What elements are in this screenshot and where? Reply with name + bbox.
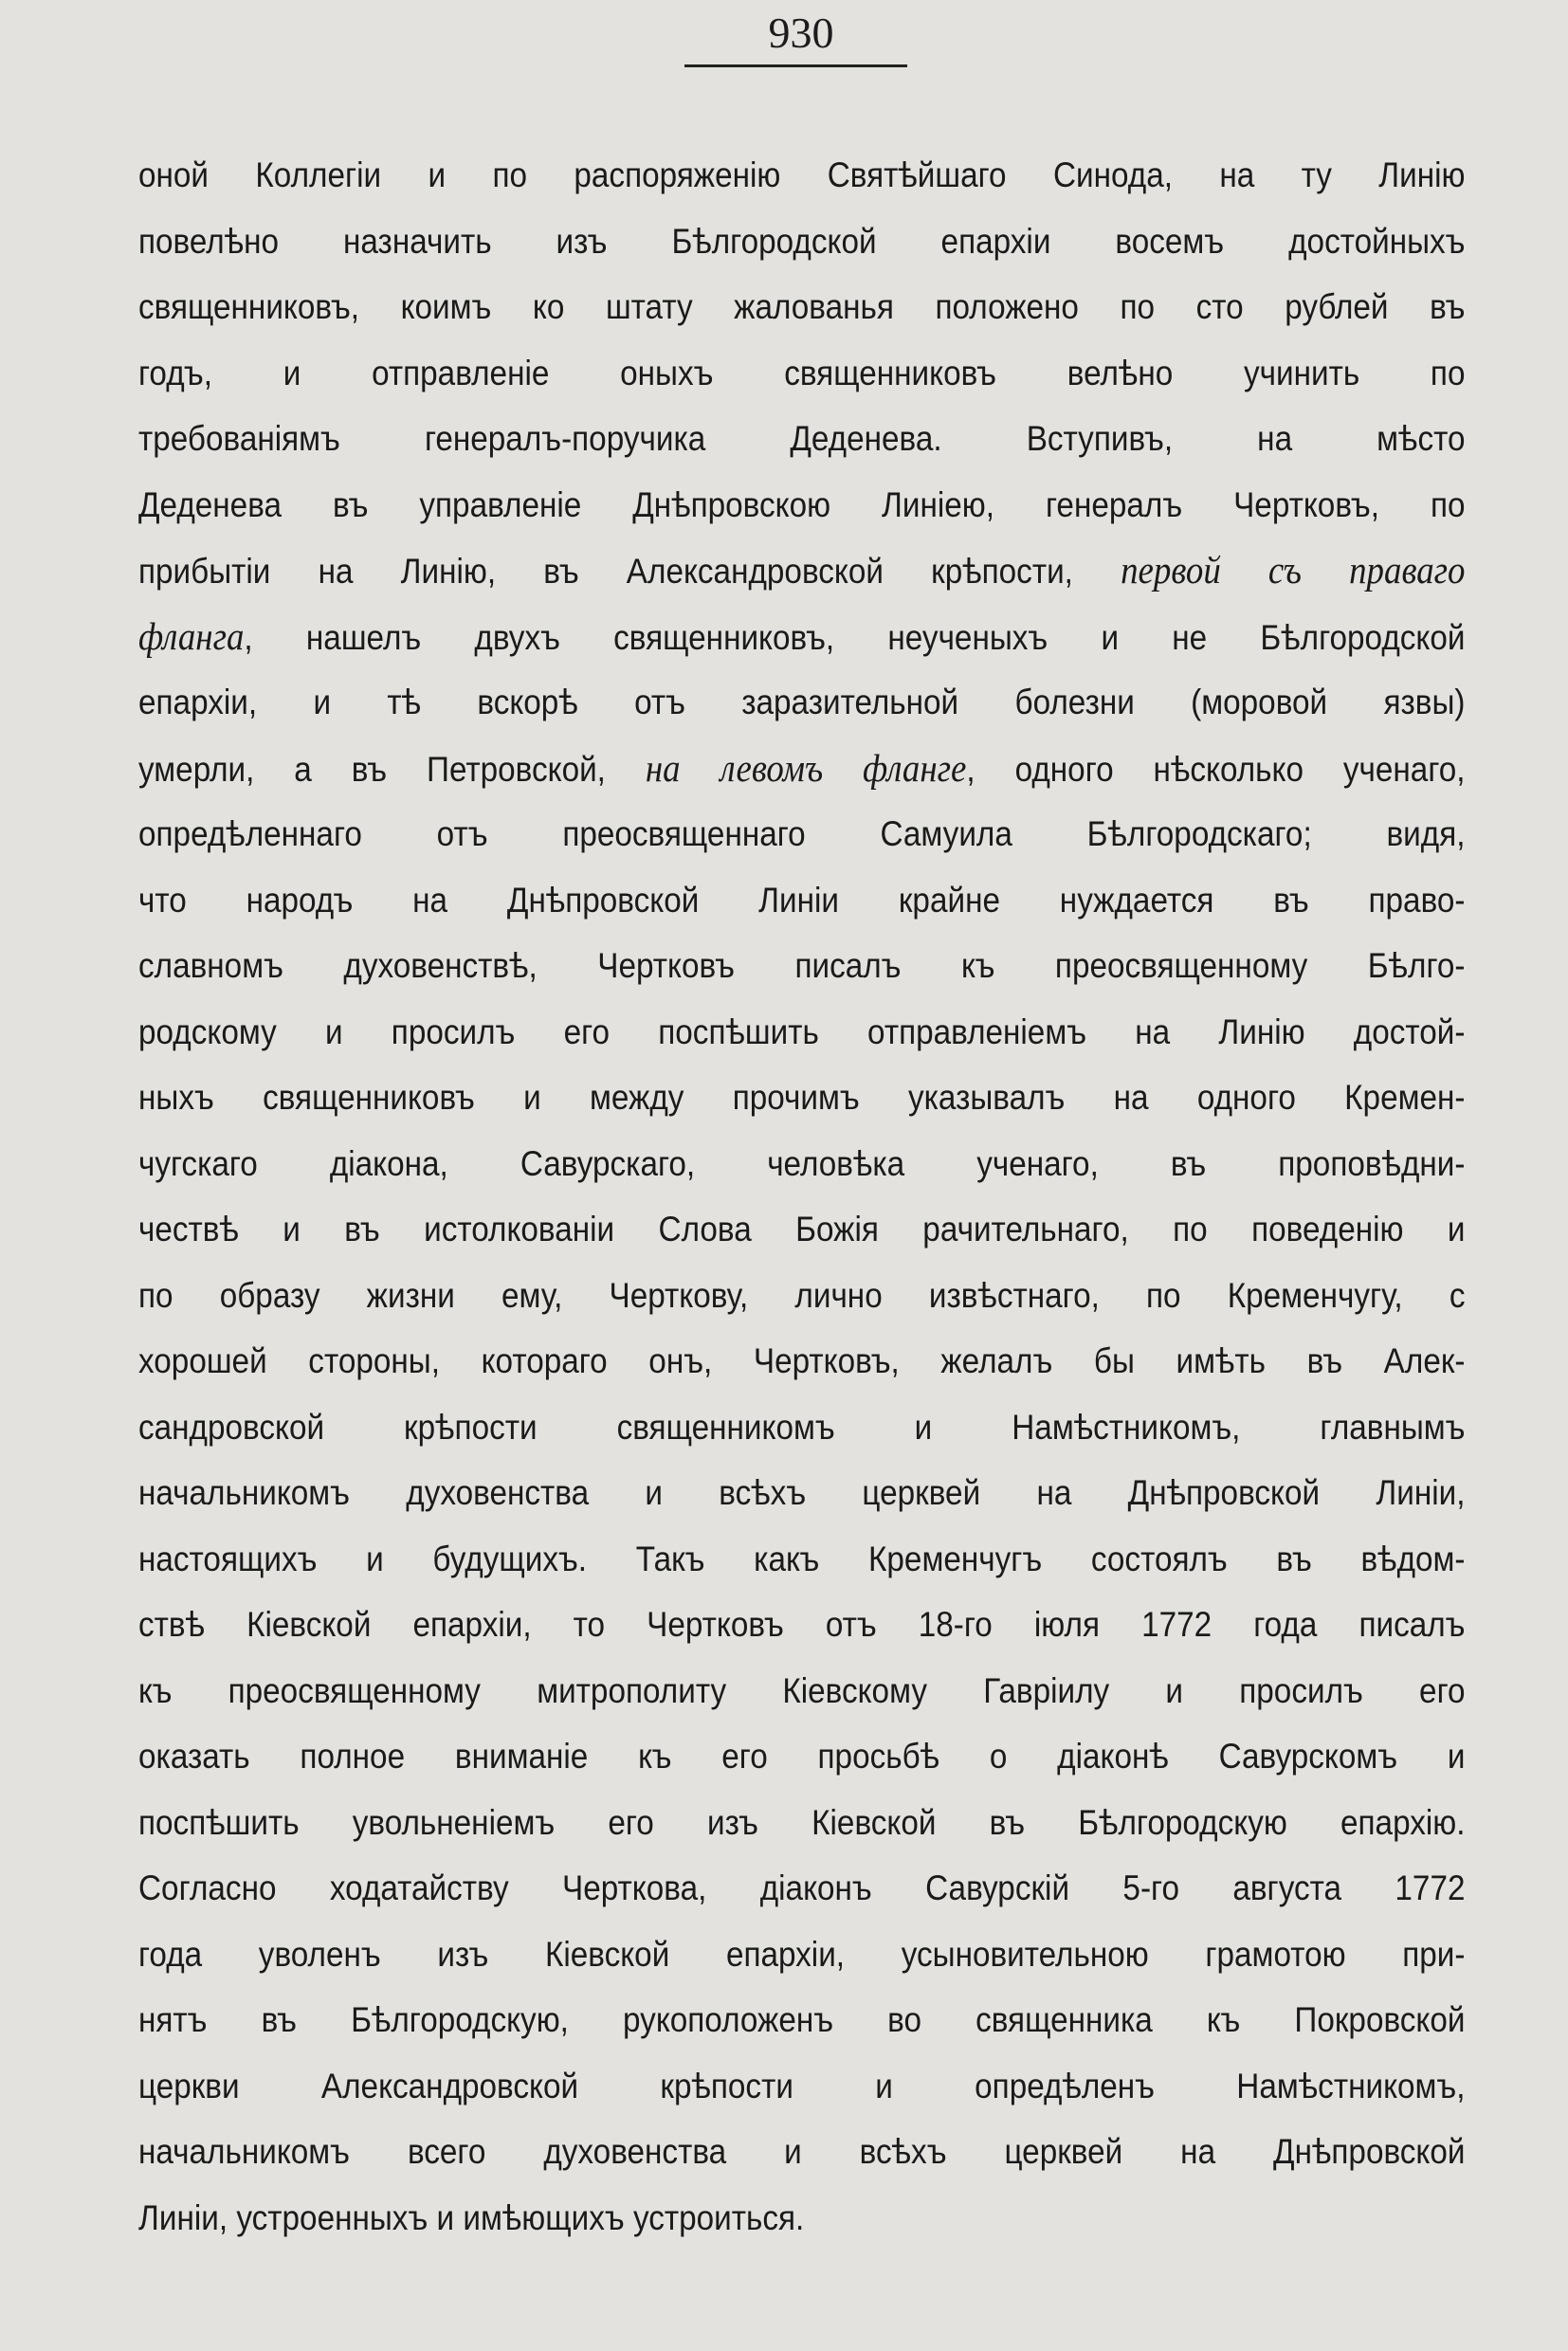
body-text [138,142,1466,2251]
text-line [138,1263,1466,1329]
text-segment: , одного нѣсколько ученаго, [966,749,1466,789]
text-line [138,1592,1466,1658]
text-line [138,1658,1466,1724]
text-segment: года уволенъ изъ Кіевской епархіи, усыновительною грамотою при- [138,1934,1466,1974]
text-segment: епархіи, и тѣ вскорѣ отъ заразительной болезни (моровой язвы) [138,683,1466,721]
text-line [138,1394,1466,1461]
text-segment: прибытіи на Линію, въ Александровской крѣпости, [138,552,1121,591]
text-line [138,406,1466,472]
text-line [138,1196,1466,1263]
text-line [138,1460,1466,1526]
text-segment: хорошей стороны, котораго онъ, Чертковъ, желалъ бы имѣть въ Алек- [138,1341,1466,1380]
text-line [138,2119,1466,2185]
text-segment: ныхъ священниковъ и между прочимъ указывалъ на одного Кремен- [138,1078,1466,1117]
text-segment: родскому и просилъ его поспѣшить отправленіемъ на Линію достой- [138,1011,1466,1051]
text-segment: опредѣленнаго отъ преосвященнаго Самуила Бѣлгородскаго; видя, [138,814,1466,853]
text-line [138,801,1466,867]
text-segment: начальникомъ всего духовенства и всѣхъ церквей на Днѣпровской [138,2132,1466,2171]
text-segment: годъ, и отправленіе оныхъ священниковъ велѣно учинить по [138,353,1466,392]
text-line [138,1855,1466,1922]
text-segment: начальникомъ духовенства и всѣхъ церквей на Днѣпровской Линіи, [138,1473,1466,1512]
text-segment: къ преосвященному митрополиту Кіевскому Гавріилу и просилъ его [138,1670,1466,1710]
page-number-rule [684,64,907,67]
text-segment: Линіи, устроенныхъ и имѣющихъ устроиться. [138,2197,805,2237]
text-line [138,1922,1466,1988]
text-line [138,1328,1466,1394]
text-segment: настоящихъ и будущихъ. Такъ какъ Кременчугъ состоялъ въ вѣдом- [138,1539,1466,1578]
text-segment: Деденева въ управленіе Днѣпровскою Линіею, генералъ Чертковъ, по [138,484,1466,524]
text-line [138,2185,1466,2251]
text-line [138,538,1466,604]
text-segment: что народъ на Днѣпровской Линіи крайне нуждается въ право- [138,880,1466,920]
text-line [138,669,1466,736]
text-segment: оказать полное вниманіе къ его просьбѣ о діаконѣ Савурскомъ и [138,1737,1466,1776]
text-line [138,736,1466,802]
text-segment: нятъ въ Бѣлгородскую, рукоположенъ во священника къ Покровской [138,2000,1466,2039]
text-segment: церкви Александровской крѣпости и опредѣленъ Намѣстникомъ, [138,2066,1466,2105]
text-line [138,274,1466,340]
text-line [138,604,1466,670]
italic-phrase: фланга [138,613,245,658]
text-line [138,472,1466,538]
text-line [138,1131,1466,1197]
page-number: 930 [768,9,834,57]
text-line [138,340,1466,407]
text-line [138,209,1466,275]
text-line [138,142,1466,209]
italic-phrase: на левомъ фланге [645,745,967,790]
text-segment: сандровской крѣпости священникомъ и Намѣстникомъ, главнымъ [138,1407,1466,1447]
text-line [138,933,1466,999]
text-segment: славномъ духовенствѣ, Чертковъ писалъ къ преосвященному Бѣлго- [138,946,1466,985]
text-line [138,1790,1466,1856]
text-line [138,1526,1466,1593]
text-segment: чествѣ и въ истолкованіи Слова Божія рачительнаго, по поведенію и [138,1210,1466,1248]
text-segment: ствѣ Кіевской епархіи, то Чертковъ отъ 18-го іюля 1772 года писалъ [138,1605,1466,1644]
text-segment: поспѣшить увольненіемъ его изъ Кіевской въ Бѣлгородскую епархію. [138,1802,1466,1842]
text-segment: чугскаго діакона, Савурскаго, человѣка ученаго, въ проповѣдни- [138,1143,1466,1183]
text-segment: повелѣно назначить изъ Бѣлгородской епархіи восемъ достойныхъ [138,221,1466,261]
text-segment: священниковъ, коимъ ко штату жалованья положено по сто рублей въ [138,287,1466,326]
text-segment: умерли, а въ Петровской, [138,749,646,789]
text-segment: оной Коллегіи и по распоряженію Святѣйшаго Синода, на ту Линію [138,155,1466,194]
text-segment: по образу жизни ему, Черткову, лично извѣстнаго, по Кременчугу, с [138,1275,1466,1315]
text-line [138,1723,1466,1790]
text-line [138,2053,1466,2120]
text-line [138,999,1466,1066]
text-line [138,1987,1466,2053]
text-line [138,867,1466,934]
text-segment: Согласно ходатайству Черткова, діаконъ Савурскій 5-го августа 1772 [138,1868,1466,1907]
text-line [138,1065,1466,1131]
text-segment: требованіямъ генералъ-поручика Деденева. Вступивъ, на мѣсто [138,419,1466,458]
text-segment: , нашелъ двухъ священниковъ, неученыхъ и не Бѣлгородской [244,617,1466,657]
italic-phrase: первой съ праваго [1121,548,1466,592]
